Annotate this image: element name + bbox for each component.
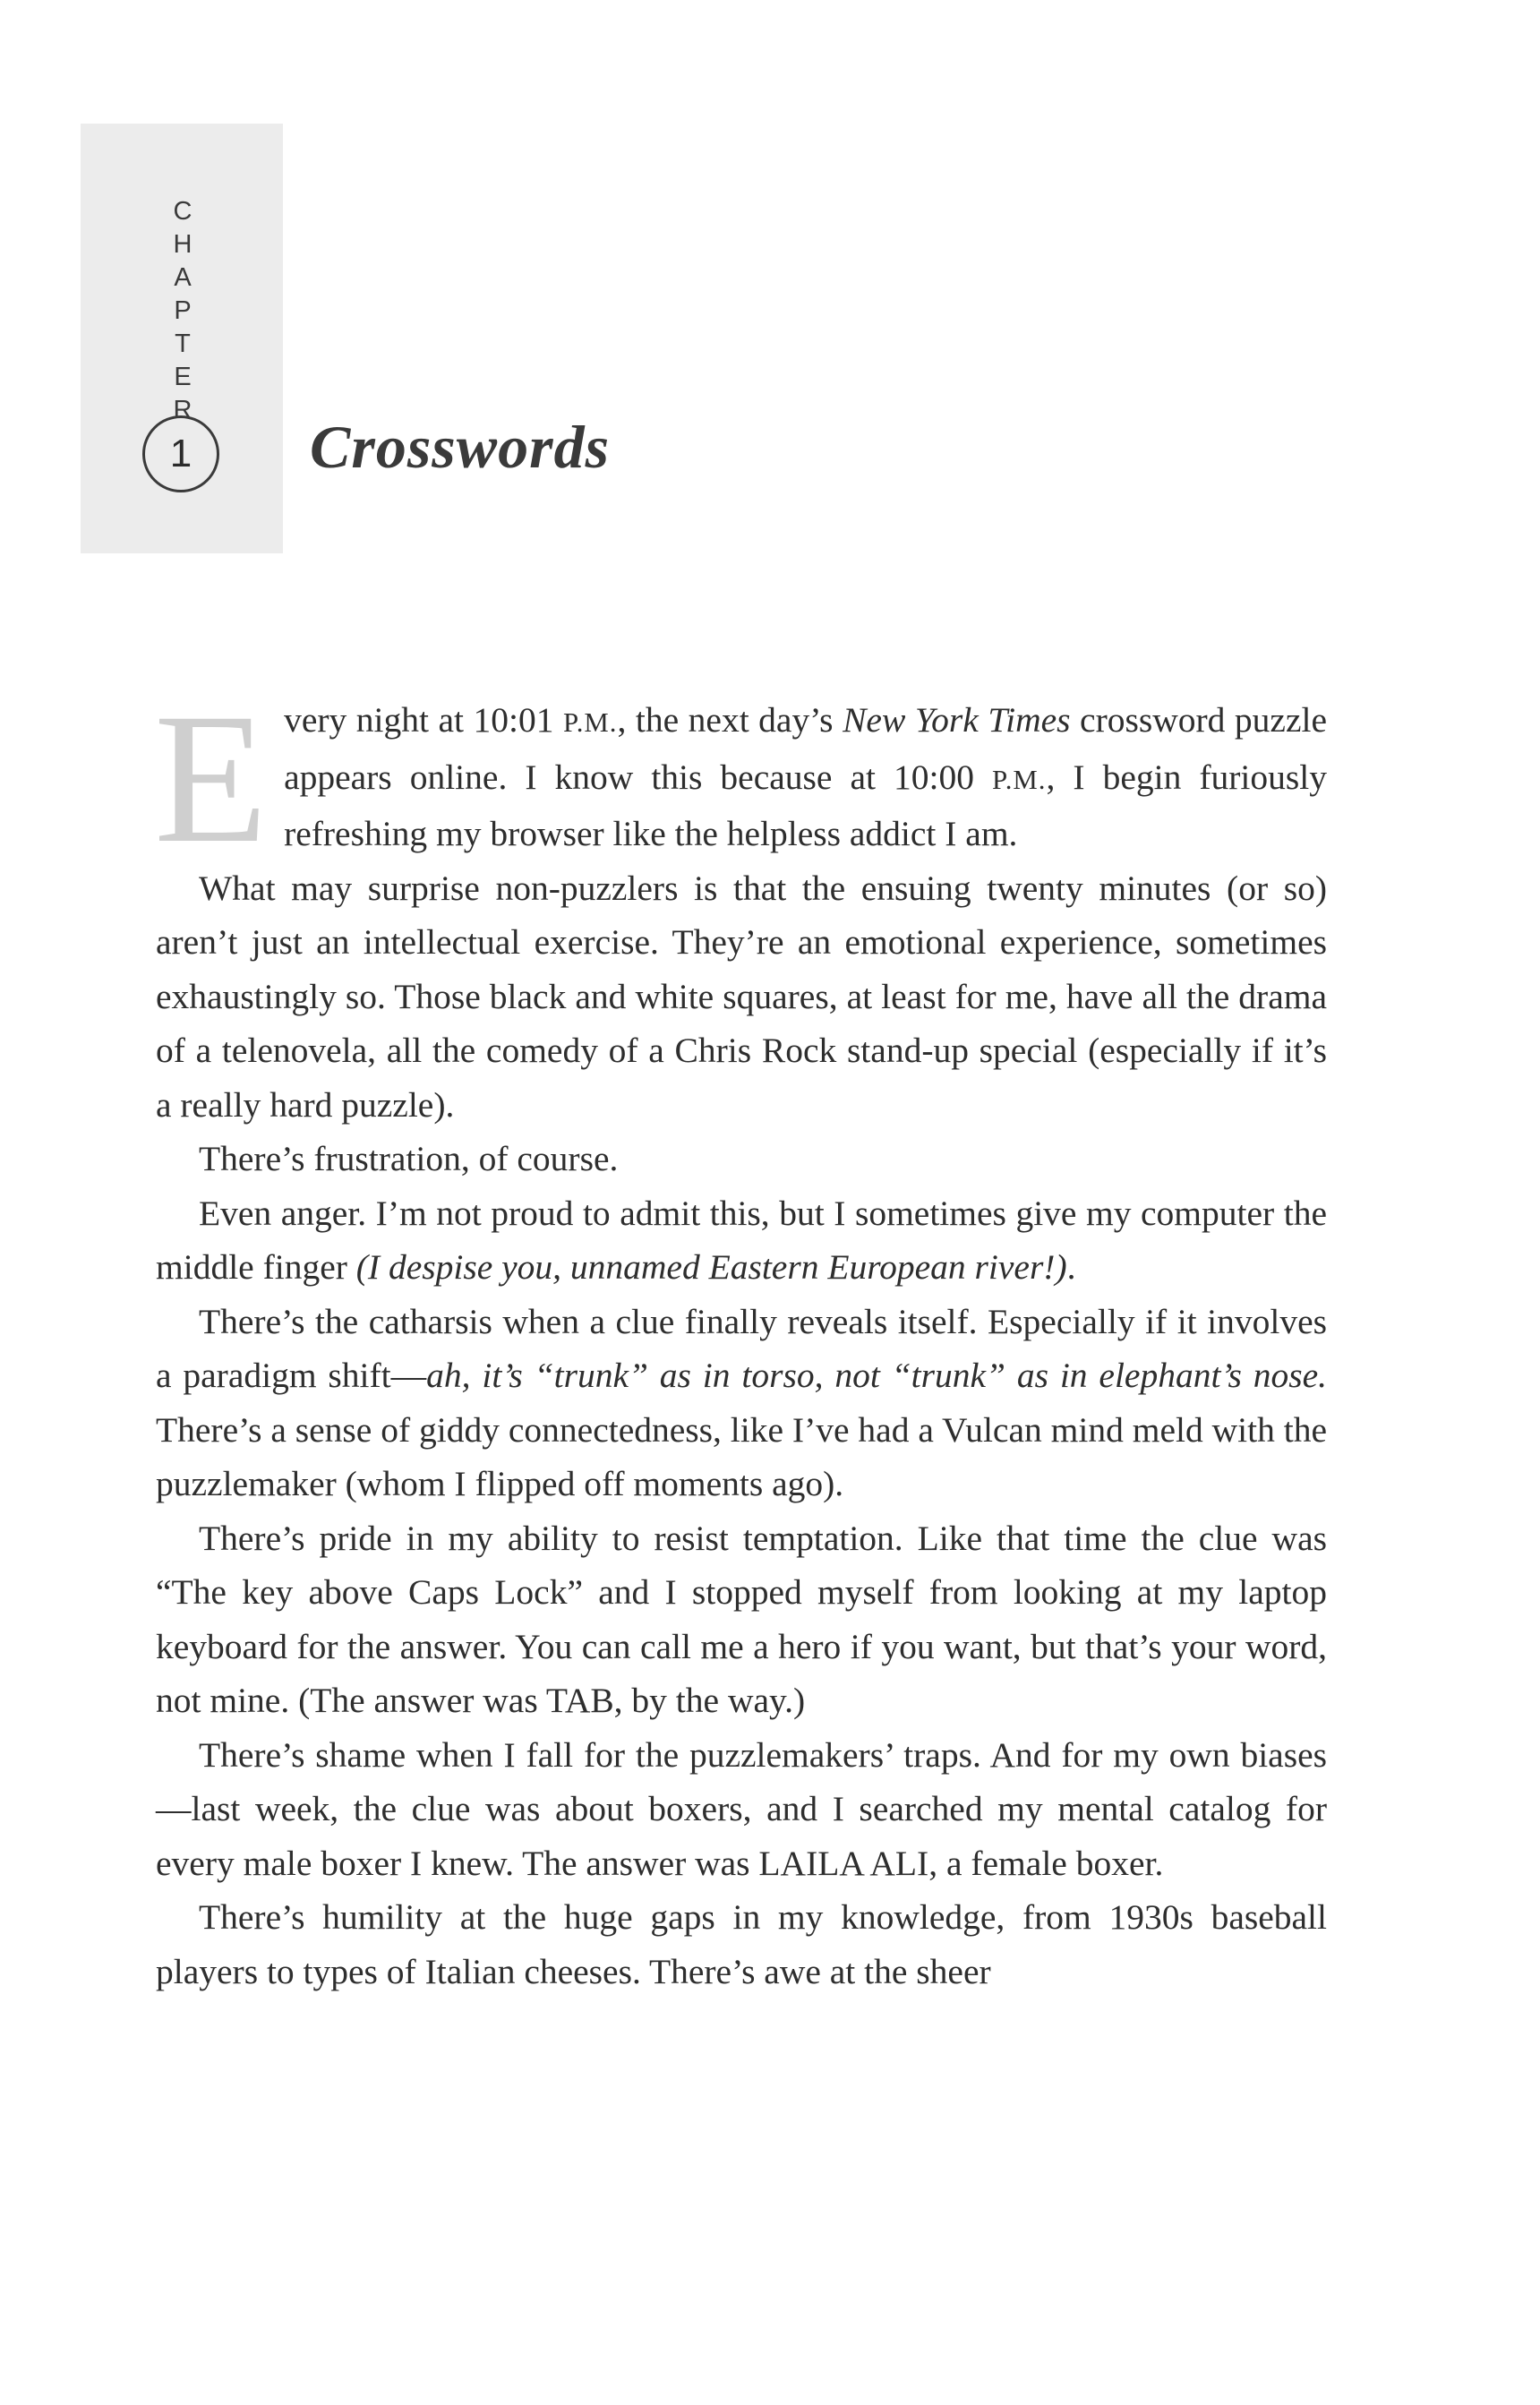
chapter-label-letter: H	[173, 230, 192, 259]
chapter-label-letter: C	[173, 197, 192, 226]
text-run: .	[1066, 1247, 1076, 1287]
chapter-label-letter: A	[174, 263, 192, 292]
chapter-label-letter: E	[174, 363, 192, 391]
chapter-label	[172, 195, 193, 427]
paragraph	[154, 675, 1327, 881]
text-run: very night at 10:01	[284, 700, 563, 740]
publication-title: New York Times	[843, 700, 1071, 740]
time-suffix: P.M.	[563, 707, 618, 738]
chapter-number-badge	[142, 415, 219, 492]
text-run: , I begin furiously refreshing my browser like the helpless addict I am.	[284, 757, 1327, 853]
body-text	[154, 675, 1327, 1998]
chapter-label-letter: T	[175, 330, 191, 358]
text-run: There’s a sense of giddy connectedness, like I’ve had a Vulcan mind meld with the puzzlemaker (whom I flipped off moments ago).	[156, 1409, 1327, 1503]
chapter-number: 1	[169, 432, 192, 475]
paragraph: There’s frustration, of course.	[199, 1139, 619, 1178]
paragraph: What may surprise non-puzzlers is that the ensuing twenty minutes (or so) aren’t just an intellectual exercise. They’re an emotional experience, sometimes exhaustingly so. Those black and white squares, at least for me, have all the drama of a telenovela, all the comedy of a Chris Rock stand-up special (especially if it’s a really hard puzzle).	[156, 868, 1327, 1125]
text-run: , the next day’s	[617, 700, 843, 740]
chapter-label-letter: P	[174, 296, 192, 325]
text-run: crossword puzzle appears online. I know this because at 10:00	[284, 700, 1327, 797]
drop-cap: E	[154, 675, 269, 881]
paragraph: There’s shame when I fall for the puzzlemakers’ traps. And for my own biases—last week, the clue was about boxers, and I searched my mental catalog for every male boxer I knew. The answer was LAILA ALI, a female boxer.	[156, 1734, 1327, 1883]
text-run: Even anger. I’m not proud to admit this, but I sometimes give my computer the middle finger	[156, 1193, 1327, 1287]
chapter-label-letter: R	[173, 396, 192, 424]
paragraph	[156, 1186, 1327, 1295]
paragraph	[156, 1295, 1327, 1511]
time-suffix: P.M.	[992, 764, 1047, 795]
italic-aside: (I despise you, unnamed Eastern European river!)	[355, 1247, 1067, 1287]
paragraph: There’s humility at the huge gaps in my knowledge, from 1930s baseball players to types of Italian cheeses. There’s awe at the sheer	[156, 1897, 1327, 1991]
text-run: There’s the catharsis when a clue finally reveals itself. Especially if it involves a paradigm shift—	[156, 1301, 1327, 1395]
chapter-title: Crosswords	[310, 413, 611, 481]
paragraph: There’s pride in my ability to resist temptation. Like that time the clue was “The key above Caps Lock” and I stopped myself from looking at my laptop keyboard for the answer. You can call me a hero if you want, but that’s your word, not mine. (The answer was TAB, by the way.)	[156, 1518, 1327, 1720]
italic-aside: ah, it’s “trunk” as in torso, not “trunk” as in elephant’s nose.	[426, 1356, 1327, 1395]
